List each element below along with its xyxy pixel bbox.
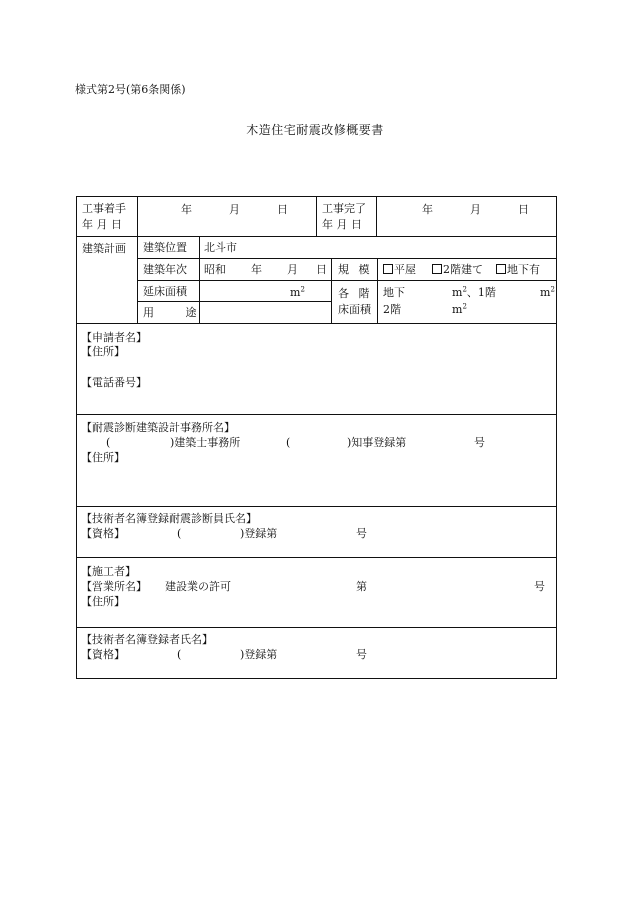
engineer-reg: )登録第: [240, 527, 278, 540]
use-label: 用 途: [143, 306, 211, 319]
col-divider: [331, 258, 332, 323]
contractor-dai: 第: [356, 580, 367, 593]
year-d: 日: [316, 263, 327, 276]
design-office-architect: )建築士事務所: [170, 436, 241, 449]
location-value[interactable]: 北斗市: [204, 241, 237, 254]
form-id: 様式第2号(第6条関係): [75, 83, 186, 96]
year-y: 年: [251, 263, 262, 276]
checkbox-icon: [383, 264, 393, 274]
location-label: 建築位置: [143, 241, 187, 254]
col-divider: [316, 196, 317, 236]
contractor-office-label: 【営業所名】: [81, 580, 147, 593]
end-label: 工事完了: [322, 202, 366, 215]
floor-basement: 地下: [383, 286, 405, 299]
registered-engineer-reg: )登録第: [240, 648, 278, 661]
registered-engineer-label: 【技術者名簿登録者氏名】: [81, 633, 213, 646]
end-year: 年: [422, 203, 433, 216]
end-day: 日: [518, 203, 529, 216]
start-month: 月: [229, 203, 240, 216]
start-label: 工事着手: [82, 202, 126, 215]
area-field[interactable]: $m^2$: [290, 285, 305, 299]
checkbox-icon: [496, 264, 506, 274]
row-divider: [76, 323, 557, 324]
registered-engineer-number-suffix: 号: [356, 648, 367, 661]
end-sublabel: 年 月 日: [322, 218, 362, 231]
end-month: 月: [470, 203, 481, 216]
scale-option-2f[interactable]: 2階建て: [432, 263, 483, 277]
row-divider: [76, 414, 557, 415]
row-divider: [137, 258, 557, 259]
row-divider: [76, 627, 557, 628]
contractor-address-label: 【住所】: [81, 595, 125, 608]
design-office-address-label: 【住所】: [81, 451, 125, 464]
row-divider: [76, 506, 557, 507]
row-divider: [76, 236, 557, 237]
design-office-paren-1: (: [106, 436, 111, 449]
contractor-number-suffix: 号: [534, 580, 545, 593]
start-sublabel: 年 月 日: [82, 218, 122, 231]
engineer-name-label: 【技術者名簿登録耐震診断員氏名】: [81, 512, 257, 525]
area-label: 延床面積: [143, 285, 187, 298]
col-divider: [376, 196, 377, 236]
design-office-paren-2: (: [286, 436, 291, 449]
contractor-license: 建設業の許可: [165, 580, 231, 593]
floor-2f-unit[interactable]: $m^2$: [452, 302, 467, 316]
engineer-paren: (: [177, 527, 182, 540]
row-divider: [137, 280, 557, 281]
scale-option-basement[interactable]: 地下有: [496, 263, 540, 277]
plan-section-label: 建築計画: [82, 242, 126, 255]
registered-engineer-qual-label: 【資格】: [81, 648, 125, 661]
scale-label: 規 模: [338, 263, 373, 276]
year-m: 月: [287, 263, 298, 276]
applicant-name-label: 【申請者名】: [81, 331, 147, 344]
floor-basement-unit[interactable]: $m^2$、1階: [452, 285, 496, 299]
design-office-governor-reg: )知事登録第: [347, 436, 407, 449]
design-office-number-suffix: 号: [474, 436, 485, 449]
use-field[interactable]: [200, 302, 330, 322]
floor-2f: 2階: [383, 303, 401, 316]
floor-area-label: 各 階: [338, 287, 373, 300]
year-era: 昭和: [204, 263, 226, 276]
row-divider: [76, 557, 557, 558]
col-divider: [137, 196, 138, 236]
floor-1f-unit[interactable]: $m^2$: [540, 285, 555, 299]
design-office-label: 【耐震診断建築設計事務所名】: [81, 421, 235, 434]
applicant-address-label: 【住所】: [81, 345, 125, 358]
start-day: 日: [277, 203, 288, 216]
year-label: 建築年次: [143, 263, 187, 276]
engineer-qual-label: 【資格】: [81, 527, 125, 540]
start-year: 年: [181, 203, 192, 216]
engineer-number-suffix: 号: [356, 527, 367, 540]
applicant-phone-label: 【電話番号】: [81, 376, 147, 389]
floor-area-sublabel: 床面積: [338, 303, 371, 316]
checkbox-icon: [432, 264, 442, 274]
contractor-label: 【施工者】: [81, 565, 136, 578]
registered-engineer-paren: (: [177, 648, 182, 661]
col-divider: [377, 258, 378, 323]
scale-option-flat[interactable]: 平屋: [383, 263, 416, 277]
document-title: 木造住宅耐震改修概要書: [246, 123, 384, 137]
